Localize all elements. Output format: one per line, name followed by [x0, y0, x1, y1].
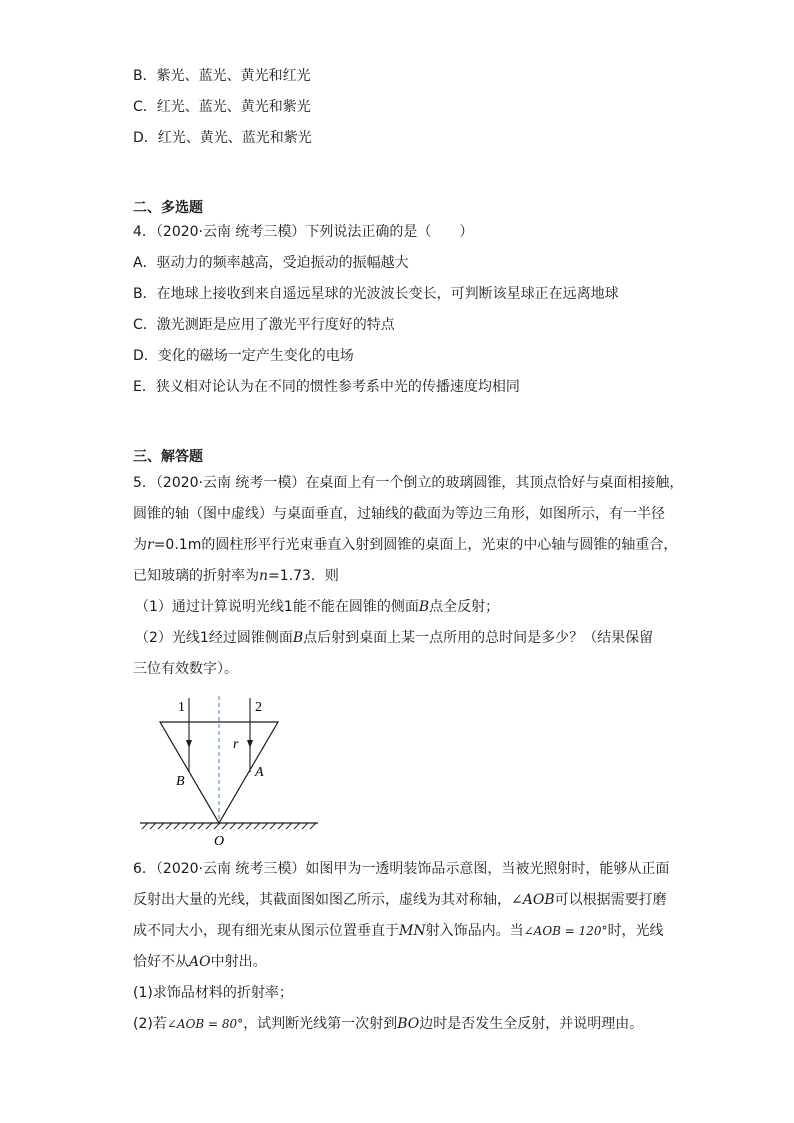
q5-line4-a: 已知玻璃的折射率为 — [133, 568, 259, 584]
label-A: A — [255, 765, 264, 780]
label-O: O — [214, 834, 225, 849]
q6-line4 — [133, 952, 267, 972]
q5-sub1-point-b: B — [418, 599, 430, 615]
label-B: B — [176, 774, 185, 789]
label-2: 2 — [255, 700, 262, 715]
q5-sub2-cont: 三位有效数字）。 — [133, 661, 238, 677]
q5-line2: 圆锥的轴（图中虚线）与桌面垂直，过轴线的截面为等边三角形，如图所示，有一半径 — [133, 506, 665, 522]
q3-option-b: B．紫光、蓝光、黄光和红光 — [133, 68, 311, 84]
table-hatching — [142, 823, 316, 829]
q5-sub2-b: 点后射到桌面上某一点所用的总时间是多少？（结果保留 — [303, 630, 654, 646]
q6-line3 — [133, 921, 664, 941]
q5-sub1-b: 点全反射； — [429, 599, 500, 615]
q6-line2-a: 反射出大量的光线，其截面图如图乙所示，虚线为其对称轴， — [133, 892, 511, 908]
q5-line3-a: 为 — [133, 537, 147, 553]
q5-sub2-point-b: B — [292, 630, 304, 646]
q5-line4-b: =1.73．则 — [268, 568, 339, 584]
q4-option-b: B．在地球上接收到来自遥远星球的光波波长变长，可判断该星球正在远离地球 — [133, 286, 619, 302]
q5-sub2 — [135, 628, 653, 648]
cone-figure — [130, 690, 330, 850]
q6-line2 — [133, 890, 667, 910]
q4-option-d: D．变化的磁场一定产生变化的电场 — [133, 348, 354, 364]
q6-sub2-b: ，试判断光线第一次射到 — [243, 1016, 398, 1032]
q3-option-d: D．红光、黄光、蓝光和紫光 — [133, 130, 312, 146]
section2-title: 二、多选题 — [133, 200, 203, 216]
q5-sub1-a: （1）通过计算说明光线1能不能在圆锥的侧面 — [135, 599, 419, 615]
q6-angle-aob: ∠AOB — [511, 892, 555, 908]
q6-line4-b: 中射出。 — [210, 954, 267, 970]
section3-title: 三、解答题 — [133, 449, 203, 465]
q3-option-c: C．红光、蓝光、黄光和紫光 — [133, 99, 311, 115]
q6-ao: AO — [189, 954, 211, 970]
label-1: 1 — [178, 700, 185, 715]
q4-option-e: E．狭义相对论认为在不同的惯性参考系中光的传播速度均相同 — [133, 379, 520, 395]
q5-line1: 5．（2020·云南 统考一模）在桌面上有一个倒立的玻璃圆锥，其顶点恰好与桌面相接触， — [133, 475, 684, 491]
q6-angle-80: ∠AOB = 80° — [166, 1017, 244, 1031]
q6-sub2-c: 边时是否发生全反射，并说明理由。 — [419, 1016, 644, 1032]
q6-line3-c: 时，光线 — [607, 923, 664, 939]
q4-option-a: A．驱动力的频率越高，受迫振动的振幅越大 — [133, 255, 409, 271]
q6-line3-b: 射入饰品内。当 — [425, 923, 524, 939]
label-r: r — [233, 737, 239, 752]
q6-mn: MN — [399, 923, 426, 939]
q5-var-r: r — [147, 537, 154, 553]
q6-line4-a: 恰好不从 — [133, 954, 189, 970]
ray-2-arrow — [247, 740, 253, 748]
q6-sub1: (1)求饰品材料的折射率； — [133, 985, 293, 1001]
q4-option-c: C．激光测距是应用了激光平行度好的特点 — [133, 317, 395, 333]
q5-line3-b: =0.1m的圆柱形平行光束垂直入射到圆锥的桌面上，光束的中心轴与圆锥的轴重合， — [153, 537, 678, 553]
q6-sub2 — [133, 1014, 643, 1034]
q6-line3-a: 成不同大小，现有细光束从图示位置垂直于 — [133, 923, 399, 939]
q5-sub1 — [135, 597, 499, 617]
q6-bo: BO — [397, 1016, 420, 1032]
q5-sub2-a: （2）光线1经过圆锥侧面 — [135, 630, 293, 646]
q5-var-n: n — [259, 568, 269, 584]
ray-1-arrow — [186, 740, 192, 748]
q6-line2-b: 可以根据需要打磨 — [554, 892, 667, 908]
q5-line3 — [133, 535, 677, 555]
q6-line1: 6．（2020·云南 统考三模）如图甲为一透明装饰品示意图，当被光照射时，能够从正面 — [133, 861, 670, 877]
q6-sub2-a: (2)若 — [133, 1016, 167, 1032]
q6-angle-120: ∠AOB = 120° — [523, 924, 608, 938]
q4-stem: 4．（2020·云南 统考三模）下列说法正确的是（ ） — [133, 224, 474, 240]
q5-line4 — [133, 566, 339, 586]
